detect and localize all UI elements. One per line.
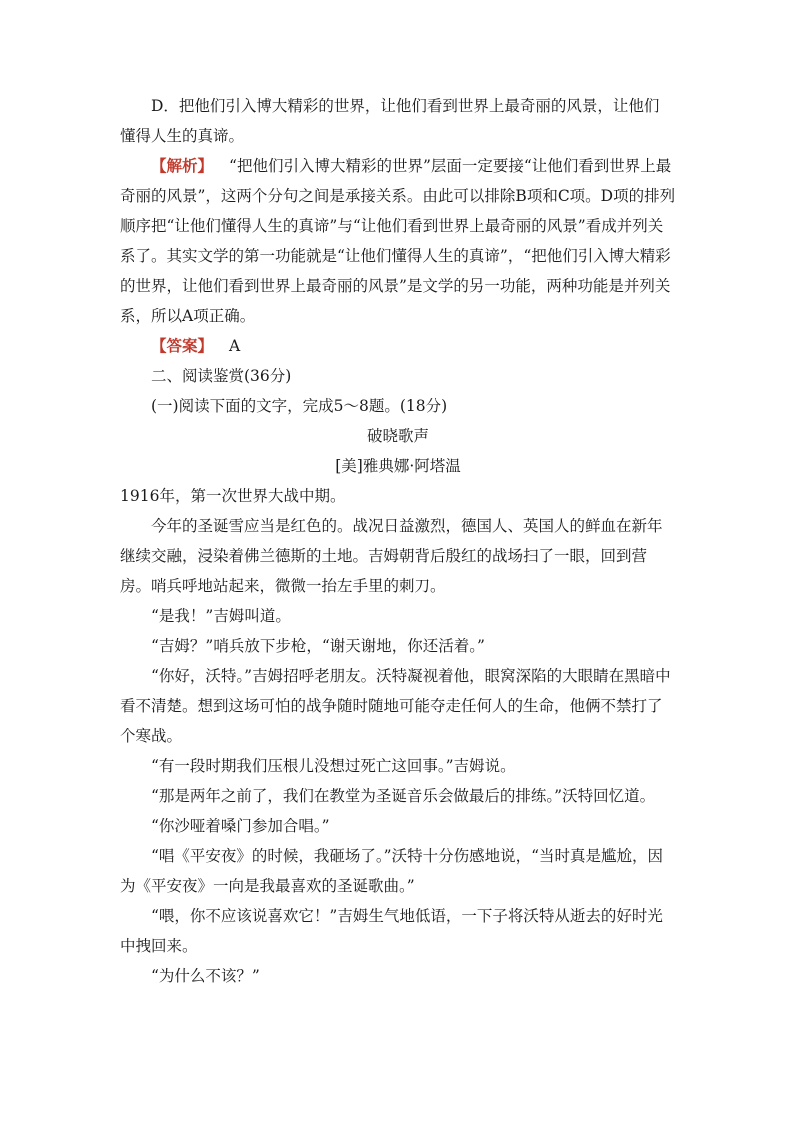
document-body xyxy=(120,91,676,991)
section-heading: 二、阅读鉴赏(36分) xyxy=(151,367,292,385)
article-paragraph: “你好，沃特。”吉姆招呼老朋友。沃特凝视着他，眼窝深陷的大眼睛在黑暗中看不清楚。想到这场可怕的战争随时随地可能夺走任何人的生命，他俩不禁打了个寒战。 xyxy=(120,667,671,745)
analysis-paragraph xyxy=(120,151,676,331)
article-paragraph: “唱《平安夜》的时候，我砸场了。”沃特十分伤感地说，“当时真是尴尬，因为《平安夜》一向是我最喜欢的圣诞歌曲。” xyxy=(120,847,664,895)
answer-value: A xyxy=(229,337,241,355)
article-paragraph: “喂，你不应该说喜欢它！”吉姆生气地低语，一下子将沃特从逝去的好时光中拽回来。 xyxy=(120,907,663,955)
answer-paragraph xyxy=(120,331,676,361)
article-paragraph: “有一段时期我们压根儿没想过死亡这回事。”吉姆说。 xyxy=(151,757,516,775)
answer-label: 【答案】 xyxy=(151,336,214,355)
article-author: [美]雅典娜·阿塔温 xyxy=(335,457,461,475)
article-paragraph: “你沙哑着嗓门参加合唱。” xyxy=(151,817,330,835)
analysis-label: 【解析】 xyxy=(151,156,214,175)
article-title: 破晓歌声 xyxy=(366,427,429,445)
option-d-line2: 懂得人生的真谛。 xyxy=(120,127,245,145)
article-paragraph: “那是两年之前了，我们在教堂为圣诞音乐会做最后的排练。”沃特回忆道。 xyxy=(151,787,656,805)
article-paragraph: 1916年，第一次世界大战中期。 xyxy=(120,487,346,505)
sub-heading: (一)阅读下面的文字，完成5～8题。(18分) xyxy=(151,397,448,415)
article-paragraph: “为什么不该？” xyxy=(151,967,260,985)
analysis-text: “把他们引入博大精彩的世界”层面一定要接“让他们看到世界上最奇丽的风景”，这两个分句之间是承接关系。由此可以排除B项和C项。D项的排列顺序把“让他们懂得人生的真谛”与“让他们看到世界上最奇丽的风景”看成并列关系了。其实文学的第一功能就是“让他们懂得人生的真谛”，“把他们引入博大精彩的世界，让他们看到世界上最奇丽的风景”是文学的另一功能，两种功能是并列关系，所以A项正确。 xyxy=(120,157,676,325)
article-paragraph: 今年的圣诞雪应当是红色的。战况日益激烈，德国人、英国人的鲜血在新年继续交融，浸染着佛兰德斯的土地。吉姆朝背后殷红的战场扫了一眼，回到营房。哨兵呼地站起来，微微一抬左手里的刺刀。 xyxy=(120,517,663,595)
article-paragraph: “吉姆？”哨兵放下步枪，“谢天谢地，你还活着。” xyxy=(151,637,485,655)
article-paragraph: “是我！”吉姆叫道。 xyxy=(151,607,291,625)
option-d-line1: D．把他们引入博大精彩的世界，让他们看到世界上最奇丽的风景，让他们 xyxy=(151,97,660,115)
